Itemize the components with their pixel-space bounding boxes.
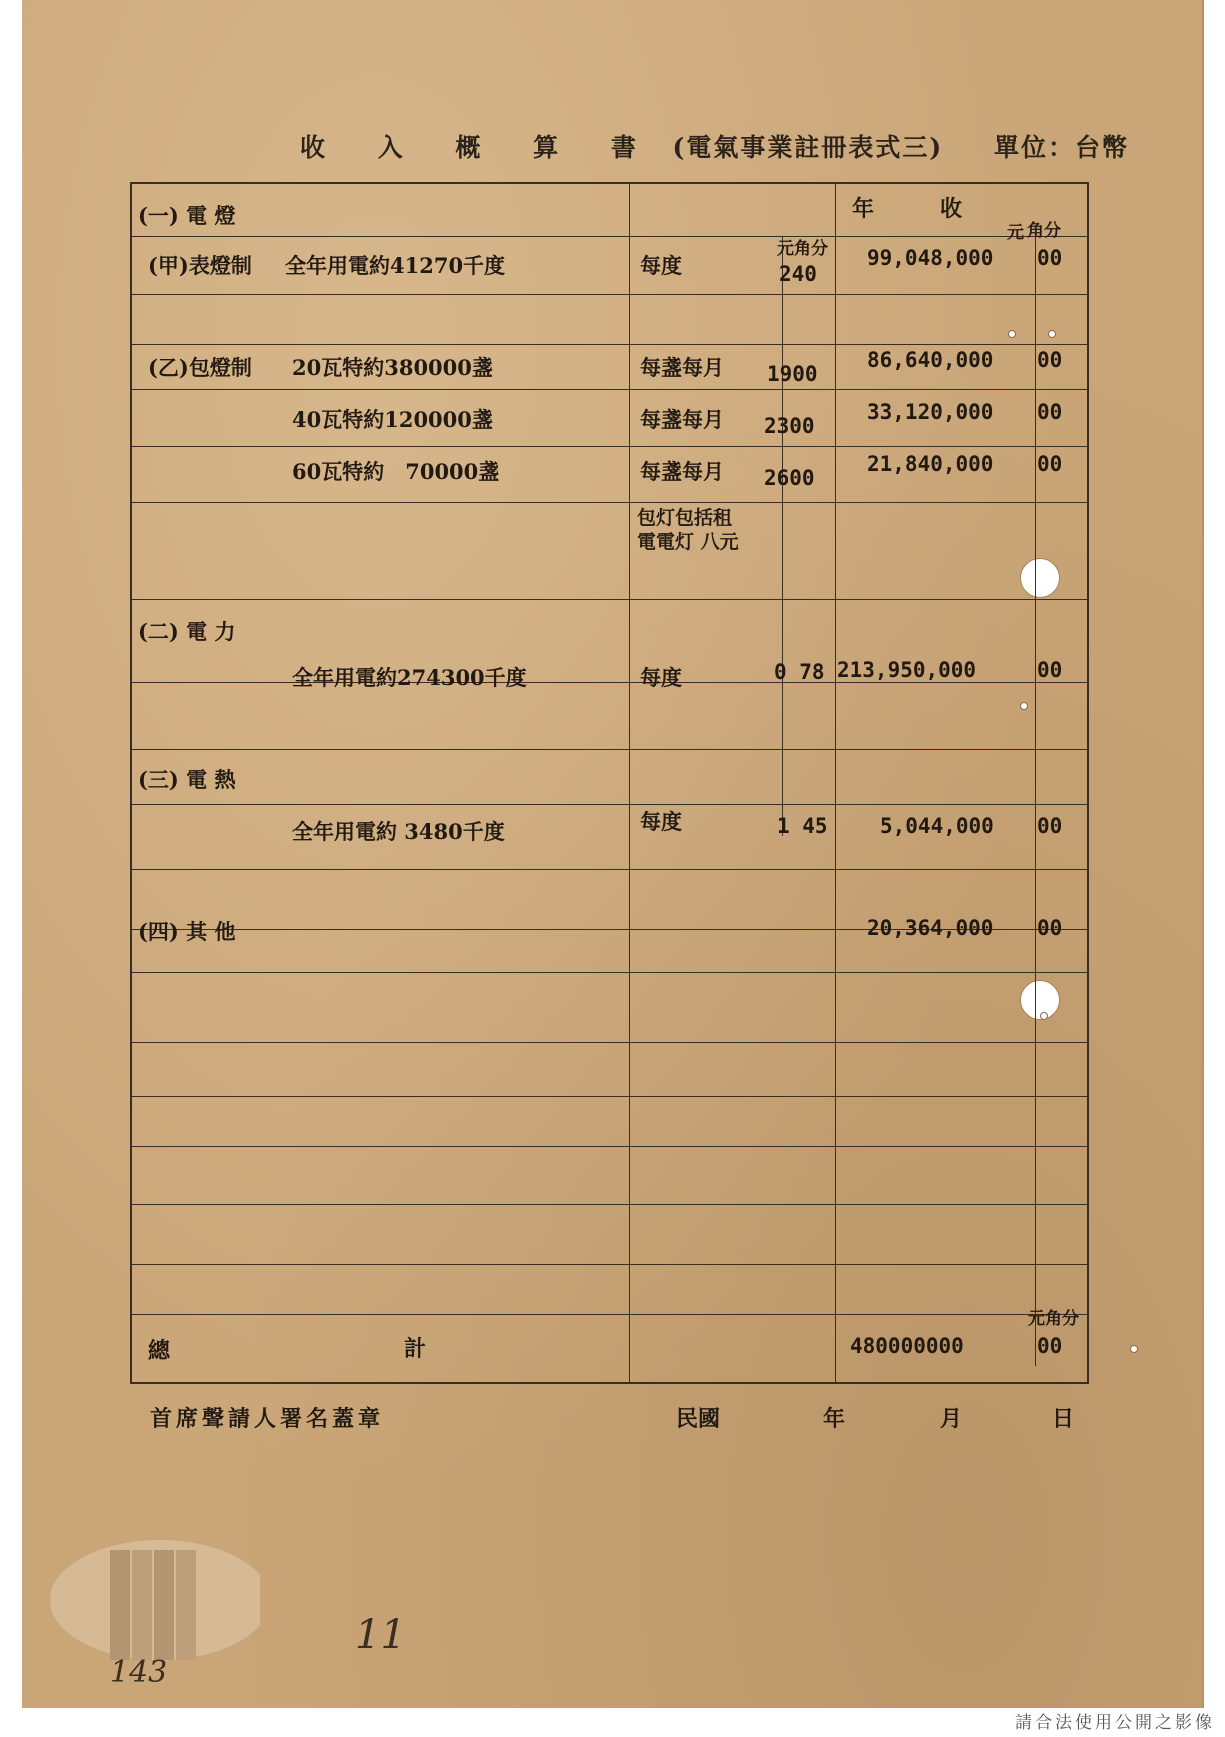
row-line bbox=[132, 749, 1087, 750]
col-line bbox=[835, 184, 836, 1382]
row-rate: 1900 bbox=[767, 362, 818, 386]
row-desc: 40瓦特約120000盞 bbox=[292, 407, 493, 432]
row-amount: 213,950,000 bbox=[837, 658, 977, 682]
row-cents: 00 bbox=[1037, 452, 1063, 476]
row-desc: 全年用電約41270千度 bbox=[285, 253, 506, 278]
handwritten-page-mark: 11 bbox=[355, 1612, 406, 1658]
day-label: 日 bbox=[1052, 1406, 1075, 1432]
row-line bbox=[132, 236, 1087, 237]
era-label: 民國 bbox=[676, 1406, 721, 1432]
title-subtitle: (電氣事業註冊表式三) bbox=[672, 133, 944, 162]
row-amount: 5,044,000 bbox=[880, 814, 994, 838]
row-desc: 全年用電約274300千度 bbox=[292, 665, 527, 690]
total-label-right: 計 bbox=[404, 1336, 427, 1362]
header-annual-income: 年 收 bbox=[852, 196, 963, 222]
document-title bbox=[300, 128, 1129, 164]
section-label: (一) 電 燈 bbox=[138, 203, 236, 228]
row-rate: 2600 bbox=[764, 466, 815, 490]
row-desc: 20瓦特約380000盞 bbox=[292, 355, 493, 380]
row-amount: 20,364,000 bbox=[867, 916, 994, 940]
total-amount: 480000000 bbox=[850, 1334, 964, 1358]
row-line bbox=[132, 1096, 1087, 1097]
row-line bbox=[132, 389, 1087, 390]
handwritten-corner-mark: 143 bbox=[110, 1655, 168, 1690]
income-table bbox=[130, 182, 1089, 1384]
year-label: 年 bbox=[823, 1406, 846, 1432]
row-line bbox=[132, 294, 1087, 295]
row-cents: 00 bbox=[1037, 348, 1063, 372]
row-cents: 00 bbox=[1037, 658, 1063, 682]
row-cents: 00 bbox=[1037, 814, 1063, 838]
row-amount: 99,048,000 bbox=[867, 246, 994, 270]
row-amount: 21,840,000 bbox=[867, 452, 994, 476]
total-label-left: 總 bbox=[148, 1338, 171, 1364]
row-line bbox=[132, 972, 1087, 973]
section-label: (三) 電 熱 bbox=[138, 767, 236, 792]
row-line bbox=[132, 446, 1087, 447]
row-unit: 每度 bbox=[640, 253, 682, 278]
col-line bbox=[629, 184, 630, 1382]
title-main: 收 入 概 算 書 bbox=[300, 133, 658, 162]
header-yuan: 元 bbox=[1007, 223, 1024, 243]
row-desc: 全年用電約 3480千度 bbox=[292, 819, 505, 844]
row-unit: 每盞每月 bbox=[640, 459, 724, 484]
row-line bbox=[132, 502, 1087, 503]
header-rate-unit: 元角分 bbox=[777, 239, 828, 259]
row-unit: 每盞每月 bbox=[640, 407, 724, 432]
row-line bbox=[132, 869, 1087, 870]
row-unit: 每盞每月 bbox=[640, 355, 724, 380]
month-label: 月 bbox=[940, 1406, 963, 1432]
col-line bbox=[782, 236, 783, 836]
paper-mark bbox=[1130, 1345, 1138, 1353]
total-unit-header: 元角分 bbox=[1028, 1309, 1079, 1329]
row-line bbox=[132, 1314, 1087, 1315]
row-rate: 240 bbox=[779, 262, 817, 286]
header-jiao-fen: 角分 bbox=[1027, 221, 1061, 241]
row-amount: 33,120,000 bbox=[867, 400, 994, 424]
row-unit: 每度 bbox=[640, 665, 682, 690]
row-line bbox=[132, 804, 1087, 805]
row-line bbox=[132, 1146, 1087, 1147]
row-item: (甲)表燈制 bbox=[148, 253, 252, 278]
row-desc: 60瓦特約 70000盞 bbox=[292, 459, 500, 484]
row-line bbox=[132, 682, 1087, 683]
total-cents: 00 bbox=[1037, 1334, 1063, 1358]
row-cents: 00 bbox=[1037, 246, 1063, 270]
package-lamp-note: 包灯包括租 電電灯 八元 bbox=[637, 507, 739, 553]
col-line bbox=[1035, 236, 1036, 1366]
row-item: (乙)包燈制 bbox=[148, 355, 252, 380]
row-line bbox=[132, 1204, 1087, 1205]
row-line bbox=[132, 1042, 1087, 1043]
title-unit: 單位：台幣 bbox=[993, 133, 1129, 162]
section-label: (四) 其 他 bbox=[138, 919, 236, 944]
row-rate: 0 78 bbox=[774, 660, 825, 684]
row-line bbox=[132, 344, 1087, 345]
row-rate: 2300 bbox=[764, 414, 815, 438]
row-rate: 1 45 bbox=[777, 814, 828, 838]
usage-watermark: 請合法使用公開之影像 bbox=[1015, 1713, 1215, 1733]
row-cents: 00 bbox=[1037, 916, 1063, 940]
signer-label: 首席聲請人署名蓋章 bbox=[150, 1406, 385, 1432]
row-unit: 每度 bbox=[640, 809, 682, 834]
section-label: (二) 電 力 bbox=[138, 619, 236, 644]
row-amount: 86,640,000 bbox=[867, 348, 994, 372]
row-line bbox=[132, 599, 1087, 600]
row-cents: 00 bbox=[1037, 400, 1063, 424]
row-line bbox=[132, 1264, 1087, 1265]
